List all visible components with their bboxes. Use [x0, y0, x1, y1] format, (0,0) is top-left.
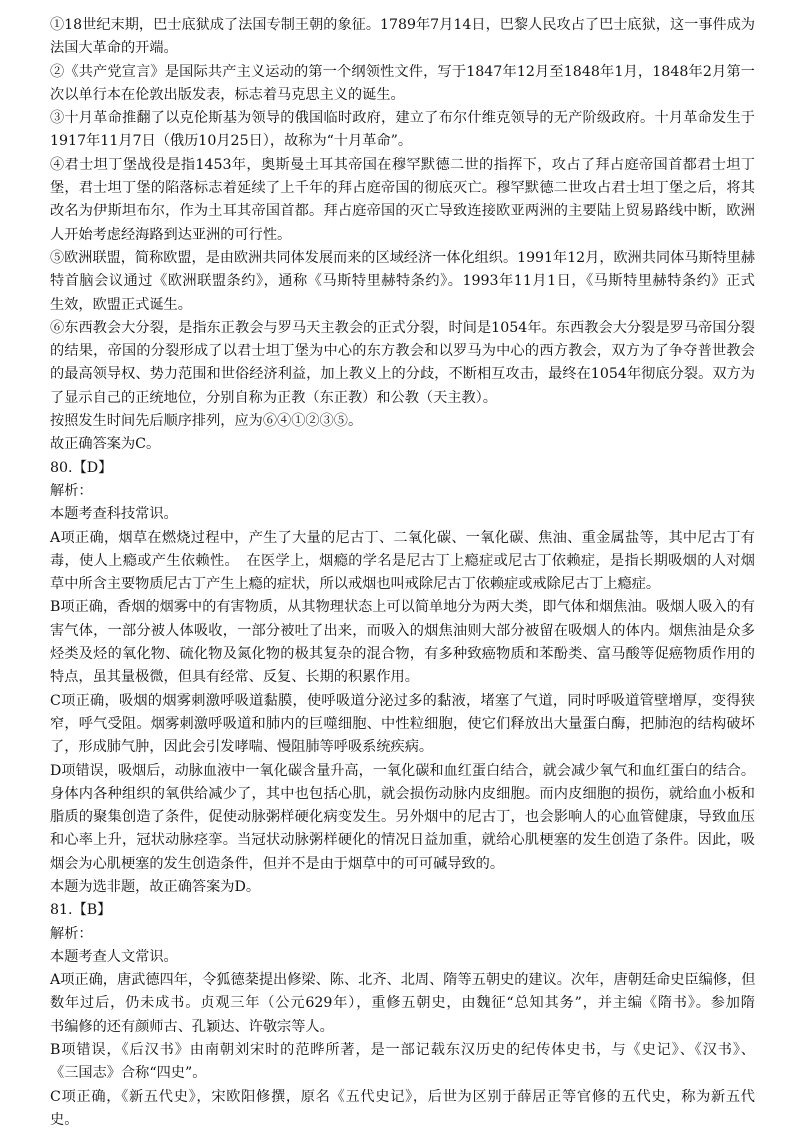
text-line: B项错误，《后汉书》由南朝刘宋时的范晔所著，是一部记载东汉历史的纪传体史书，与《史记》、《汉书》、 — [50, 1042, 755, 1059]
text-line: 脂质的聚集创造了条件，促使动脉粥样硬化病变发生。另外烟中的尼古丁，也会影响人的心血管健康，导致血压 — [50, 809, 755, 826]
text-line: 特点，虽其量极微，但具有经常、反复、长期的积累作用。 — [50, 669, 419, 686]
text-line: A项正确，唐武德四年，令狐德棻提出修梁、陈、北齐、北周、隋等五朝史的建议。次年，唐朝廷命史臣编修，但 — [50, 972, 756, 989]
text-line: ⑥东西教会大分裂，是指东正教会与罗马天主教会的正式分裂，时间是1054年。东西教会大分裂是罗马帝国分裂 — [50, 319, 755, 336]
text-line: 身体内各种组织的氧供给减少了，其中也包括心肌，就会损伤动脉内皮细胞。而内皮细胞的损伤，就给血小板和 — [50, 785, 755, 802]
text-line: 法国大革命的开端。 — [50, 40, 178, 57]
text-line: B项正确，香烟的烟雾中的有害物质，从其物理状态上可以简单地分为两大类，即气体和烟焦油。吸烟人吸入的有 — [50, 599, 755, 616]
text-line: ④君士坦丁堡战役是指1453年，奥斯曼土耳其帝国在穆罕默德二世的指挥下，攻占了拜占庭帝国首都君士坦丁 — [50, 156, 755, 173]
text-line: C项正确，吸烟的烟雾刺激呼吸道黏膜，使呼吸道分泌过多的黏液，堵塞了气道，同时呼吸道管壁增厚，变得狭 — [50, 692, 755, 709]
text-line: 的结果，帝国的分裂形成了以君士坦丁堡为中心的东方教会和以罗马为中心的西方教会，双方为了争夺普世教会 — [50, 343, 755, 360]
text-line: 80.【D】 — [50, 459, 113, 476]
text-line: ③十月革命推翻了以克伦斯基为领导的俄国临时政府，建立了布尔什维克领导的无产阶级政府。十月革命发生于 — [50, 110, 755, 127]
text-line: 特首脑会议通过《欧洲联盟条约》，通称《马斯特里赫特条约》。1993年11月1日，《马斯特里赫特条约》正式 — [50, 273, 755, 290]
text-line: 数年过后，仍未成书。贞观三年（公元629年），重修五朝史，由魏征“总知其务”，并主编《隋书》。参加隋 — [50, 995, 755, 1012]
text-line: 次以单行本在伦敦出版发表，标志着马克思主义的诞生。 — [50, 86, 405, 103]
text-line: 史。 — [50, 1111, 79, 1128]
text-line: C项正确，《新五代史》，宋欧阳修撰，原名《五代史记》，后世为区别于薛居正等官修的五代史，称为新五代 — [50, 1088, 755, 1105]
text-line: 草中所含主要物质尼古丁产生上瘾的症状，所以戒烟也叫戒除尼古丁依赖症或戒除尼古丁上瘾症。 — [50, 576, 661, 593]
text-line: 按照发生时间先后顺序排列，应为⑥④①②③⑤。 — [50, 413, 363, 430]
text-line: 毒，使人上瘾或产生依赖性。 在医学上，烟瘾的学名是尼古丁上瘾症或尼古丁依赖症，是指长期吸烟的人对烟 — [50, 552, 755, 569]
text-line: 烃类及烃的氧化物、硫化物及氮化物的极其复杂的混合物，有多种致癌物质和苯酚类、富马酸等促癌物质作用的 — [50, 646, 755, 663]
text-line: D项错误，吸烟后，动脉血液中一氧化碳含量升高，一氧化碳和血红蛋白结合，就会减少氧气和血红蛋白的结合。 — [50, 762, 755, 779]
text-line: ②《共产党宣言》是国际共产主义运动的第一个纲领性文件，写于1847年12月至1848年1月，1848年2月第一 — [50, 63, 755, 80]
text-line: 了，形成肺气肿，因此会引发哮喘、慢阻肺等呼吸系统疾病。 — [50, 739, 434, 756]
text-line: 解析： — [50, 482, 93, 499]
text-line: 烟会为心肌梗塞的发生创造条件，但并不是由于烟草中的可可碱导致的。 — [50, 855, 505, 872]
text-line: A项正确，烟草在燃烧过程中，产生了大量的尼古丁、二氧化碳、一氧化碳、焦油、重金属盐等，其中尼古丁有 — [50, 529, 755, 546]
text-line: 和心率上升，冠状动脉痉挛。当冠状动脉粥样硬化的情况日益加重，就给心肌梗塞的发生创造了条件。因此，吸 — [50, 832, 755, 849]
text-line: 害气体，一部分被人体吸收，一部分被吐了出来，而吸入的烟焦油则大部分被留在吸烟人的体内。烟焦油是众多 — [50, 622, 755, 639]
text-line: 《三国志》合称“四史”。 — [50, 1065, 207, 1082]
text-line: ①18世纪末期，巴士底狱成了法国专制王朝的象征。1789年7月14日，巴黎人民攻占了巴士底狱，这一事件成为 — [50, 17, 755, 33]
text-line: 堡，君士坦丁堡的陷落标志着延续了上千年的拜占庭帝国的彻底灭亡。穆罕默德二世攻占君士坦丁堡之后，将其 — [50, 180, 755, 197]
text-line: 人开始考虑经海路到达亚洲的可行性。 — [50, 226, 292, 243]
text-line: 窄，呼气受阻。烟雾刺激呼吸道和肺内的巨噬细胞、中性粒细胞，使它们释放出大量蛋白酶，把肺泡的结构破坏 — [50, 715, 755, 732]
text-line: 的最高领导权、势力范围和世俗经济利益，加上教义上的分歧，不断相互攻击，最终在1054年彻底分裂。双方为 — [50, 366, 755, 383]
text-line: 了显示自己的正统地位，分别自称为正教（东正教）和公教（天主教）。 — [50, 389, 497, 406]
text-line: 书编修的还有颜师古、孔颖达、许敬宗等人。 — [50, 1018, 334, 1035]
text-line: 解析： — [50, 925, 93, 942]
text-line: 本题考查科技常识。 — [50, 506, 178, 523]
text-line: ⑤欧洲联盟，简称欧盟，是由欧洲共同体发展而来的区域经济一体化组织。1991年12月，欧洲共同体马斯特里赫 — [50, 249, 755, 266]
text-line: 本题为选非题，故正确答案为D。 — [50, 878, 261, 895]
text-line: 故正确答案为C。 — [50, 436, 161, 453]
text-line: 改名为伊斯坦布尔，作为土耳其帝国首都。拜占庭帝国的灭亡导致连接欧亚两洲的主要陆上贸易路线中断，欧洲 — [50, 203, 755, 220]
document-page — [50, 14, 755, 1132]
text-line: 81.【B】 — [50, 902, 112, 919]
text-line: 生效，欧盟正式诞生。 — [50, 296, 192, 313]
text-line: 本题考查人文常识。 — [50, 948, 178, 965]
text-line: 1917年11月7日（俄历10月25日），故称为“十月革命”。 — [50, 133, 413, 150]
